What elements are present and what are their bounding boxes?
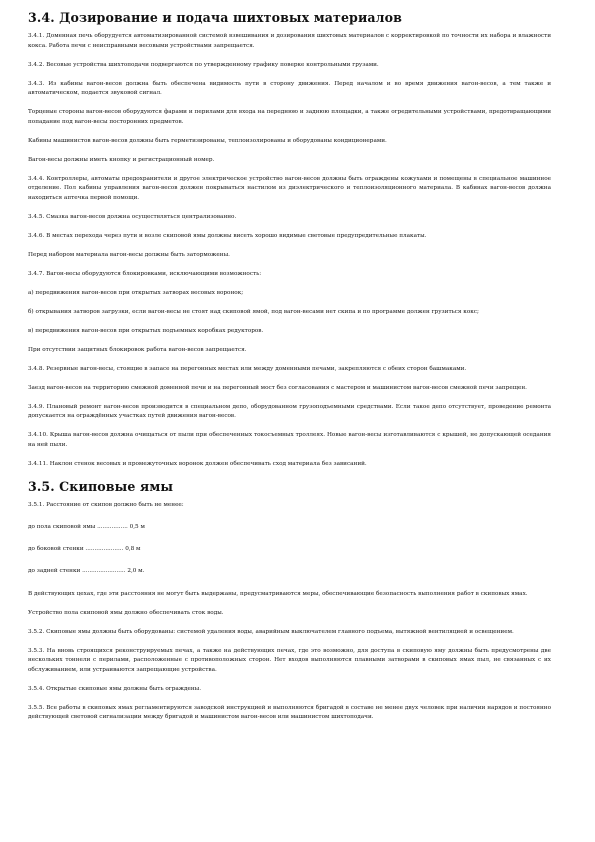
list-item: в) передвижения вагон-весов при открытых подъемных коробках редукторов. [28,327,264,334]
list-item: а) передвижения вагон-весов при открытых затворах весовых воронок; [28,289,244,296]
paragraph: Заезд вагон-весов на территорию смежной доменной печи и на перегонный мост без согласования с мастером и машинистом вагон-весов смежной печи запрещен. [28,384,527,391]
paragraph: Торцевые стороны вагон-весов оборудуются фарами и перилами для входа на переднюю и заднюю площадки, а также огредительными устройствами, предотвращающими попадание под вагон-весы посторонних предметов. [28,109,551,125]
paragraph: 3.4.2. Весовые устройства шихтоподачи подвергаются по утвержденному графику поверке контрольными грузами. [28,61,379,68]
paragraph: 3.4.3. Из кабины вагон-весов должна быть обеспечена видимость пути в сторону движения. Перед началом и во время движения вагон-весов, а тем также и автоматическом, подается звуковой сигнал. [28,80,551,97]
paragraph: 3.4.7. Вагон-весы оборудуются блокировками, исключающими возможность: [28,270,262,277]
paragraph: 3.5.1. Расстояние от скипов должно быть не менее: [28,501,184,508]
paragraph: 3.4.10. Крыша вагон-весов должна очищаться от пыли при обеспеченных токосъемных троллеях. Новые вагон-весы изготавливаются с крышей, не допускающей оседания на ней пыли. [28,432,551,448]
paragraph: В действующих цехах, где эти расстояния не могут быть выдержаны, предусматриваются меры, обеспечивающие безопасность выполнения работ в скиповых ямах. [28,590,528,597]
paragraph: 3.4.9. Плановый ремонт вагон-весов производится в специальном депо, оборудованном грузоподъемными средствами. Если такое депо отсутствует, проведение ремонта допускается на ограждённых участках путей движения вагон-весов. [28,403,551,420]
paragraph: 3.4.6. В местах перехода через пути и возле скиповой ямы должны висеть хорошо видимые световые предупредительные плакаты. [28,232,427,239]
paragraph: 3.5.3. На вновь строящихся реконструируемых печах, а также на действующих печах, где это возможно, для доступа в скиповую яму должны быть предусмотрены две нескольких тоннели с перилами, расположенные с противоположных сторон. Нет входов выполняются плавными затворами в скиповых ямах пыл, не связанных с их обслуживанием, или устраиваются запрещающие устройства. [28,647,551,673]
paragraph: 3.4.1. Доменная печь оборудуется автоматизированной системой взвешивания и дозирования шихтовых материалов с корректировкой по точности их набора и влажности кокса. Работа печи с неисправными весовыми устройствами запрещается. [28,33,551,49]
paragraph: 3.4.8. Резервные вагон-весы, стоящие в запасе на перегонных местах или между доменными печами, закрепляются с обеих сторон башмаками. [28,365,467,372]
paragraph: При отсутствии защитных блокировок работа вагон-весов запрещается. [28,346,247,353]
paragraph: 3.4.5. Смазка вагон-весов должна осуществляться централизованно. [28,213,237,220]
paragraph: 3.5.5. Все работы в скиповых ямах регламентируются заводской инструкцией и выполняются бригадой в составе не менее двух человек при наличии нарядов и постоянно действующей световой сигнализации между бригадой и машинистом вагон-весов или машинистом шихтоподачи. [28,704,551,721]
paragraph: 3.5.4. Открытые скиповые ямы должны быть ограждены. [28,685,202,692]
list-item: б) открывания затворов загрузки, если вагон-весы не стоят над скиповой ямой, под вагон-весами нет скипа и по программе должен грузиться кокс; [28,308,479,315]
distance-line: до задней стенки ........................ 2,0 м. [28,568,145,575]
paragraph: Вагон-весы должны иметь кнопку и регистрационный номер. [28,156,215,163]
section-title: 3.4. Дозирование и подача шихтовых материалов [28,10,402,25]
paragraph: Кабины машинистов вагон-весов должны быть герметизированы, теплоизолированы и оборудованы кондиционерами. [28,137,387,144]
paragraph: Устройство пола скиповой ямы должно обеспечивать сток воды. [28,609,224,616]
paragraph: 3.4.11. Наклон стенок весовых и промежуточных воронок должен обеспечивать сход материала без зависаний. [28,460,367,467]
paragraph: Перед набором материала вагон-весы должны быть заторможены. [28,251,230,258]
paragraph: 3.4.4. Контроллеры, автоматы предохранители и другое электрическое устройство вагон-весов должны быть ограждены кожухами и помещены в специальное машинное отделение. Пол кабины управления вагон-весов должен покрываться настилом из диэлектрического и теплоизоляционного материала. В кабинах вагон-весов должна находиться аптечка первой помощи. [28,175,551,201]
paragraph: 3.5.2. Скиповые ямы должны быть оборудованы: системой удаления воды, аварийным выключателем главного подъема, вытяжной вентиляцией и освещением. [28,628,514,635]
distance-line: до боковой стенки ..................... 0,8 м [28,546,141,553]
distance-line: до пола скиповой ямы ................. 0,5 м [28,524,145,531]
section-title: 3.5. Скиповые ямы [28,478,174,494]
